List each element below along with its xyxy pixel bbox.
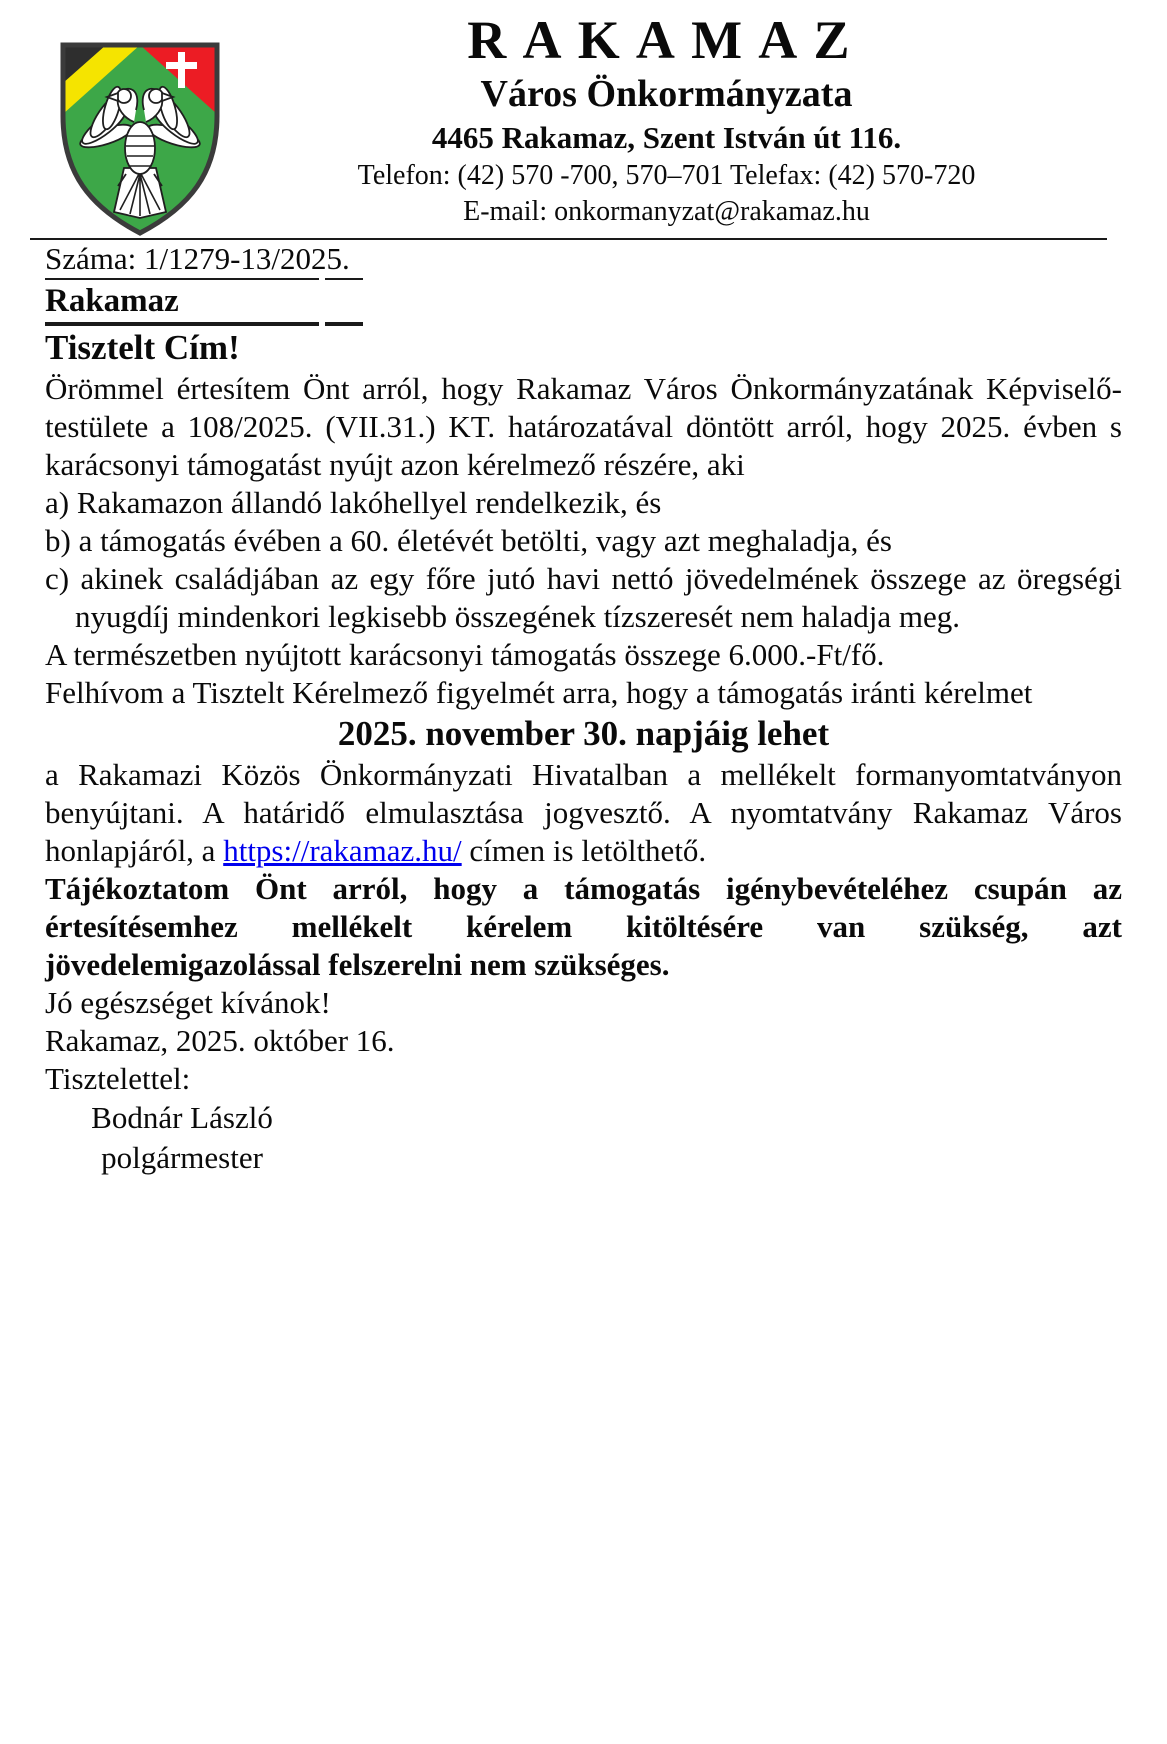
- attention-paragraph: Felhívom a Tisztelt Kérelmező figyelmét arra, hogy a támogatás iránti kérelmet: [45, 675, 1033, 710]
- submission-text-before-link: a Rakamazi Közös Önkormányzati Hivatalban a mellékelt formanyomtatványon benyújtani. A határidő elmulasztása jogvesztő. A nyomtatvány Rakamaz Város honlapjáról, a: [45, 757, 1122, 868]
- condition-b: b) a támogatás évében a 60. életévét betölti, vagy azt meghaladja, és: [45, 523, 892, 558]
- signature-block: [45, 1098, 319, 1178]
- date-line: Rakamaz, 2025. október 16.: [45, 1023, 395, 1058]
- org-phone-fax: Telefon: (42) 570 -700, 570–701 Telefax: (42) 570-720: [357, 160, 976, 191]
- org-title: RAKAMAZ: [467, 10, 866, 70]
- submission-text-after-link: címen is letölthető.: [461, 833, 707, 868]
- submission-paragraph: [45, 756, 1122, 870]
- reference-number: Száma: 1/1279-13/2025.: [45, 241, 350, 276]
- signer-title: polgármester: [101, 1140, 263, 1175]
- valediction: Tisztelettel:: [45, 1061, 191, 1096]
- org-email: E-mail: onkormanyzat@rakamaz.hu: [463, 196, 870, 227]
- rakamaz-website-link[interactable]: https://rakamaz.hu/: [223, 833, 462, 868]
- deadline-heading: 2025. november 30. napjáig lehet: [337, 714, 830, 753]
- org-address: 4465 Rakamaz, Szent István út 116.: [431, 120, 902, 155]
- rakamaz-coat-of-arms-icon: [54, 36, 226, 242]
- signer-name: Bodnár László: [91, 1100, 273, 1135]
- condition-c: c) akinek családjában az egy főre jutó havi nettó jövedelmének összege az öregségi nyugdíj mindenkori legkisebb összegének tízszeresét nem haladja meg.: [45, 561, 1122, 634]
- coat-of-arms: [54, 36, 226, 242]
- info-paragraph: Tájékoztatom Önt arról, hogy a támogatás igénybevételéhez csupán az értesítésemhez mellékelt kérelem kitöltésére van szükség, azt jövedelemigazolással felszerelni nem szükséges.: [45, 871, 1122, 982]
- addressee-city: Rakamaz: [45, 283, 179, 319]
- salutation: Tisztelt Cím!: [45, 328, 240, 367]
- letterhead: [30, 0, 1107, 240]
- letter-body: [0, 240, 1167, 1178]
- letterhead-text: [226, 10, 1107, 230]
- condition-a: a) Rakamazon állandó lakóhellyel rendelkezik, és: [45, 485, 662, 520]
- org-subtitle: Város Önkormányzata: [480, 73, 853, 115]
- amount-paragraph: A természetben nyújtott karácsonyi támogatás összege 6.000.-Ft/fő.: [45, 637, 885, 672]
- intro-paragraph: Örömmel értesítem Önt arról, hogy Rakamaz Város Önkormányzatának Képviselő-testülete a 108/2025. (VII.31.) KT. határozatával döntött arról, hogy 2025. évben s karácsonyi támogatást nyújt azon kérelmező részére, aki: [45, 371, 1122, 482]
- closing-wish: Jó egészséget kívánok!: [45, 985, 331, 1020]
